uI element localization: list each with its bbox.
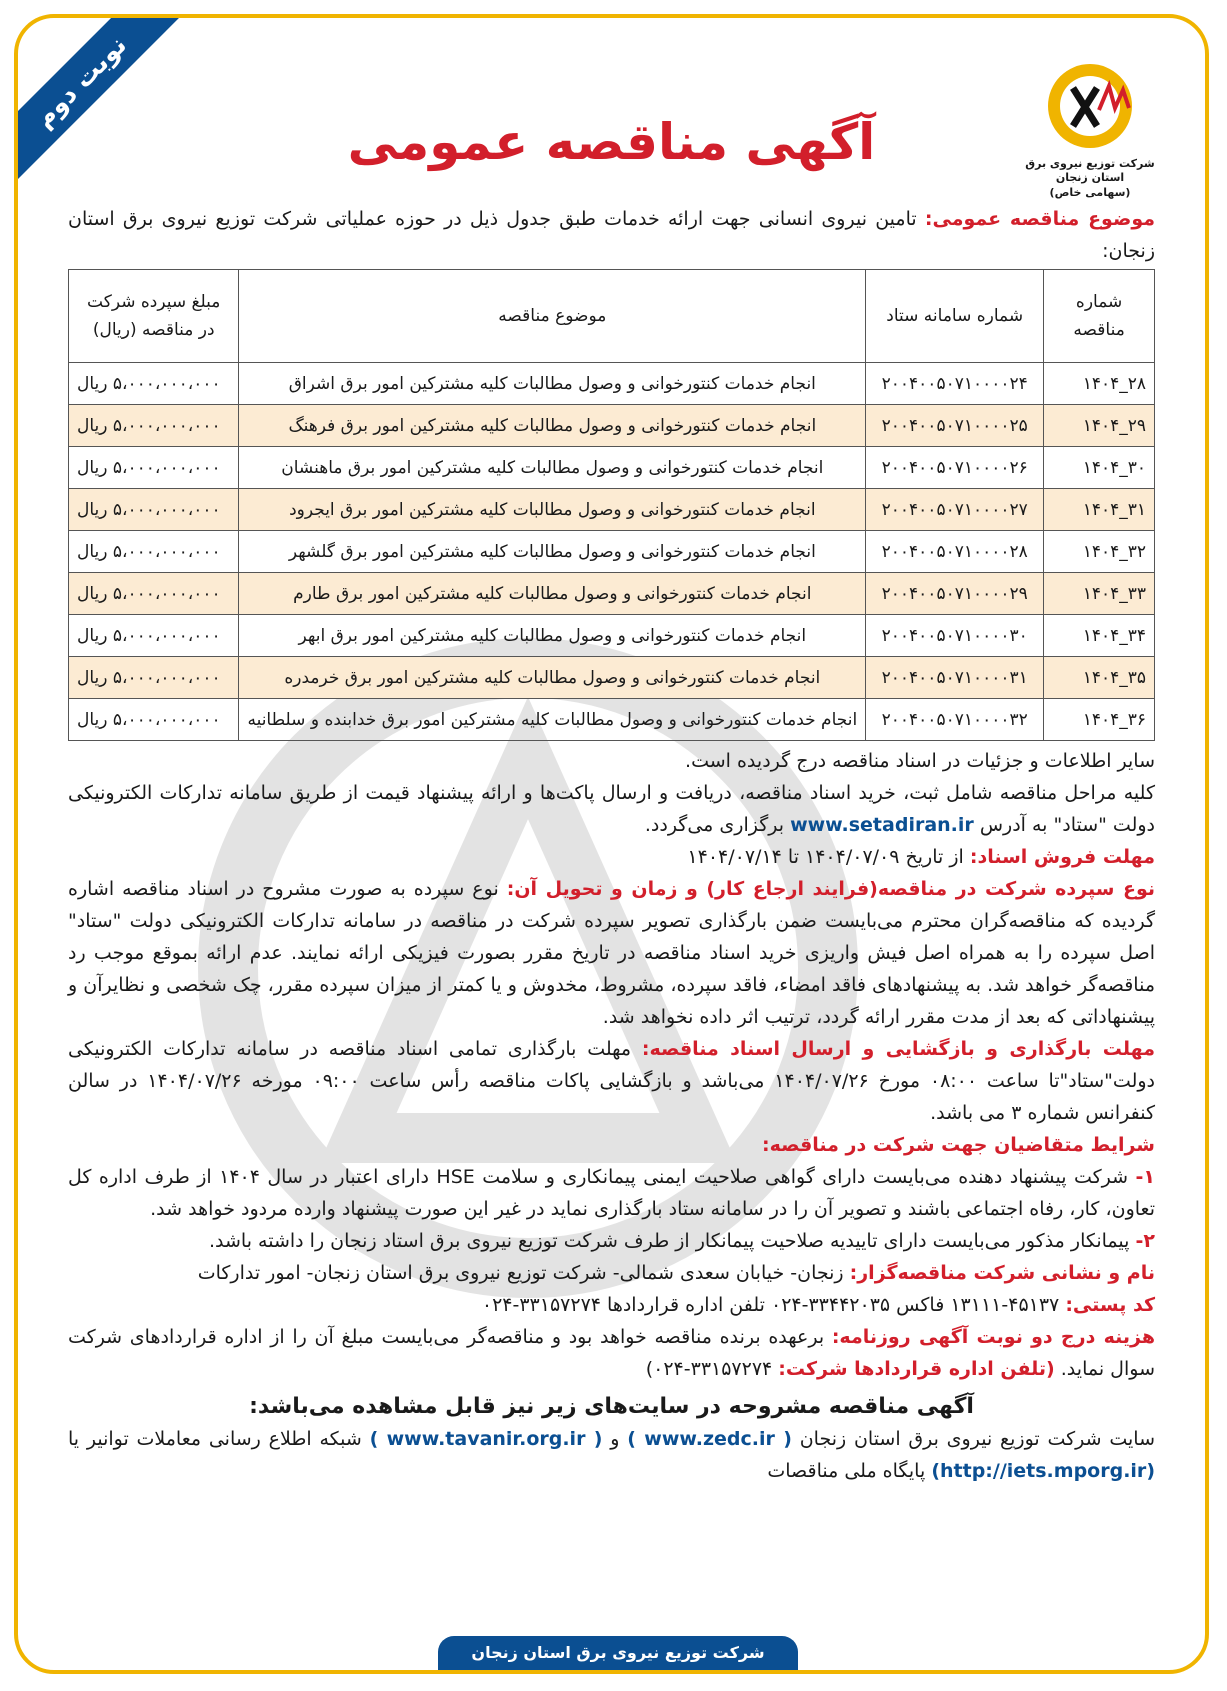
cell-code: ۲۰۰۴۰۰۵۰۷۱۰۰۰۰۲۸: [866, 531, 1044, 573]
iets-link[interactable]: (http://iets.mporg.ir): [931, 1460, 1155, 1482]
sites-text-1: سایت شرکت توزیع نیروی برق استان زنجان: [799, 1428, 1155, 1450]
notice-body: [68, 203, 1155, 1487]
sale-deadline: [68, 841, 1155, 873]
cell-amount: ۵،۰۰۰،۰۰۰،۰۰۰ ریال: [69, 657, 239, 699]
notice-frame: [14, 14, 1209, 1674]
cell-number: ۳۶_۱۴۰۴: [1044, 699, 1155, 741]
table-row: [69, 699, 1155, 741]
logo-company-name: شرکت توزیع نیروی برق استان زنجان: [1025, 157, 1155, 185]
header-subject: موضوع مناقصه: [239, 270, 866, 363]
cell-subject: انجام خدمات کنتورخوانی و وصول مطالبات کلیه مشترکین امور برق ابهر: [239, 615, 866, 657]
table-header-row: [69, 270, 1155, 363]
setadiran-link[interactable]: www.setadiran.ir: [790, 814, 974, 836]
subject-text: تامین نیروی انسانی جهت ارائه خدمات طبق جدول ذیل در حوزه عملیاتی شرکت توزیع نیروی برق استان زنجان:: [68, 208, 1155, 262]
cell-amount: ۵،۰۰۰،۰۰۰،۰۰۰ ریال: [69, 405, 239, 447]
cell-number: ۳۴_۱۴۰۴: [1044, 615, 1155, 657]
cell-amount: ۵،۰۰۰،۰۰۰،۰۰۰ ریال: [69, 531, 239, 573]
cell-subject: انجام خدمات کنتورخوانی و وصول مطالبات کلیه مشترکین امور برق گلشهر: [239, 531, 866, 573]
cost-paragraph: [68, 1321, 1155, 1385]
cell-subject: انجام خدمات کنتورخوانی و وصول مطالبات کلیه مشترکین امور برق ایجرود: [239, 489, 866, 531]
cell-code: ۲۰۰۴۰۰۵۰۷۱۰۰۰۰۲۴: [866, 363, 1044, 405]
header-code: شماره سامانه ستاد: [866, 270, 1044, 363]
logo-company-type: (سهامی خاص): [1049, 185, 1131, 199]
table-row: [69, 573, 1155, 615]
table-row: [69, 405, 1155, 447]
tender-table: [68, 269, 1155, 741]
subject-line: [68, 203, 1155, 267]
round-badge: نوبت دوم: [14, 14, 179, 180]
condition-text: شرکت پیشنهاد دهنده می‌بایست دارای گواهی صلاحیت ایمنی پیمانکاری و سلامت HSE دارای اعتبار در سال ۱۴۰۴ از طرف اداره کل تعاون، کار، رفاه اجتماعی باشند و تصویر آن را در سامانه ستاد بارگذاری نماید در غیر این صورت پیشنهاد وارده مردود خواهد شد.: [68, 1166, 1155, 1220]
sites-paragraph: [68, 1423, 1155, 1487]
sites-text-2: و: [610, 1428, 620, 1450]
cell-amount: ۵،۰۰۰،۰۰۰،۰۰۰ ریال: [69, 699, 239, 741]
header-number: شماره مناقصه: [1044, 270, 1155, 363]
cell-number: ۳۱_۱۴۰۴: [1044, 489, 1155, 531]
cell-subject: انجام خدمات کنتورخوانی و وصول مطالبات کلیه مشترکین امور برق اشراق: [239, 363, 866, 405]
cell-amount: ۵،۰۰۰،۰۰۰،۰۰۰ ریال: [69, 615, 239, 657]
cost-text: برعهده برنده مناقصه خواهد بود و مناقصه‌گر می‌بایست مبلغ آن را از اداره قراردادهای شرکت سوال نماید.: [68, 1326, 1155, 1380]
cell-subject: انجام خدمات کنتورخوانی و وصول مطالبات کلیه مشترکین امور برق خرمدره: [239, 657, 866, 699]
header-amount: مبلغ سپرده شرکت در مناقصه (ریال): [69, 270, 239, 363]
condition-number: ۲-: [1135, 1230, 1155, 1252]
deposit-label: نوع سپرده شرکت در مناقصه(فرایند ارجاع کار) و زمان و تحویل آن:: [506, 878, 1155, 900]
cell-amount: ۵،۰۰۰،۰۰۰،۰۰۰ ریال: [69, 447, 239, 489]
cell-amount: ۵،۰۰۰،۰۰۰،۰۰۰ ریال: [69, 363, 239, 405]
footer: [18, 1622, 1205, 1670]
condition-item: [68, 1161, 1155, 1225]
cell-code: ۲۰۰۴۰۰۵۰۷۱۰۰۰۰۳۰: [866, 615, 1044, 657]
condition-item: [68, 1225, 1155, 1257]
stages-text-end: برگزاری می‌گردد.: [644, 814, 785, 836]
cell-code: ۲۰۰۴۰۰۵۰۷۱۰۰۰۰۳۱: [866, 657, 1044, 699]
postal-text: ۴۵۱۳۷-۱۳۱۱۱ فاکس ۳۳۴۴۲۰۳۵-۰۲۴ تلفن اداره قراردادها ۳۳۱۵۷۲۷۴-۰۲۴: [481, 1294, 1060, 1316]
cost-label: هزینه درج دو نوبت آگهی روزنامه:: [831, 1326, 1155, 1348]
address-text: زنجان- خیابان سعدی شمالی- شرکت توزیع نیروی برق استان زنجان- امور تدارکات: [197, 1262, 844, 1284]
tavanir-link[interactable]: ( www.tavanir.org.ir ): [369, 1428, 603, 1450]
contracts-phone: ۳۳۱۵۷۲۷۴-۰۲۴): [645, 1358, 773, 1380]
cell-subject: انجام خدمات کنتورخوانی و وصول مطالبات کلیه مشترکین امور برق طارم: [239, 573, 866, 615]
sites-heading: آگهی مناقصه مشروحه در سایت‌های زیر نیز قابل مشاهده می‌باشد:: [249, 1394, 974, 1419]
deposit-paragraph: [68, 873, 1155, 1033]
table-row: [69, 447, 1155, 489]
table-row: [69, 615, 1155, 657]
sale-deadline-label: مهلت فروش اسناد:: [969, 846, 1155, 868]
sale-deadline-text: از تاریخ ۱۴۰۴/۰۷/۰۹ تا ۱۴۰۴/۰۷/۱۴: [687, 846, 964, 868]
condition-text: پیمانکار مذکور می‌بایست دارای تاییدیه صلاحیت پیمانکار از طرف شرکت توزیع نیروی برق استاد زنجان را داشته باشد.: [209, 1230, 1130, 1252]
page-title: آگهی مناقصه عمومی: [347, 113, 876, 171]
sites-text-4: پایگاه ملی مناقصات: [767, 1460, 926, 1482]
address-label: نام و نشانی شرکت مناقصه‌گزار:: [849, 1262, 1155, 1284]
table-row: [69, 363, 1155, 405]
address-line: [68, 1257, 1155, 1289]
cell-number: ۳۲_۱۴۰۴: [1044, 531, 1155, 573]
cell-number: ۲۸_۱۴۰۴: [1044, 363, 1155, 405]
cell-code: ۲۰۰۴۰۰۵۰۷۱۰۰۰۰۲۷: [866, 489, 1044, 531]
deposit-text: نوع سپرده به صورت مشروح در اسناد مناقصه اشاره گردیده که مناقصه‌گران محترم می‌بایست ضمن بارگذاری تصویر سپرده شرکت در مناقصه در سامانه تدارکات الکترونیکی دولت "ستاد" اصل سپرده را به همراه اصل فیش واریزی خرید اسناد مناقصه در تاریخ مقرر بصورت فیزیکی ارائه نمایند. عدم ارائه بموقع موجب رد مناقصه‌گر خواهد شد. به پیشنهادهای فاقد امضاء، فاقد سپرده، مشروط، مخدوش و یا کمتر از میزان سپرده مقرر، چک شخصی و نظایرآن و پیشنهاداتی که بعد از مدت مقرر ارائه گردد، ترتیب اثر داده نخواهد شد.: [68, 878, 1155, 1028]
cell-number: ۳۰_۱۴۰۴: [1044, 447, 1155, 489]
subject-label: موضوع مناقصه عمومی:: [924, 208, 1155, 230]
postal-line: [68, 1289, 1155, 1321]
condition-number: ۱-: [1135, 1166, 1155, 1188]
upload-text: مهلت بارگذاری تمامی اسناد مناقصه در سامانه تدارکات الکترونیکی دولت"ستاد"تا ساعت ۰۸:۰۰ مورخ ۱۴۰۴/۰۷/۲۶ می‌باشد و بازگشایی پاکات مناقصه رأس ساعت ۰۹:۰۰ مورخه ۱۴۰۴/۰۷/۲۶ در سالن کنفرانس شماره ۳ می باشد.: [68, 1038, 1156, 1124]
cell-code: ۲۰۰۴۰۰۵۰۷۱۰۰۰۰۲۵: [866, 405, 1044, 447]
cell-amount: ۵،۰۰۰،۰۰۰،۰۰۰ ریال: [69, 489, 239, 531]
cell-subject: انجام خدمات کنتورخوانی و وصول مطالبات کلیه مشترکین امور برق خدابنده و سلطانیه: [239, 699, 866, 741]
table-row: [69, 657, 1155, 699]
cell-code: ۲۰۰۴۰۰۵۰۷۱۰۰۰۰۳۲: [866, 699, 1044, 741]
table-row: [69, 489, 1155, 531]
table-row: [69, 531, 1155, 573]
conditions-title: شرایط متقاضیان جهت شرکت در مناقصه:: [761, 1134, 1155, 1156]
other-info: سایر اطلاعات و جزئیات در اسناد مناقصه درج گردیده است.: [685, 750, 1155, 772]
sites-text-3: شبکه اطلاع رسانی معاملات توانیر یا: [68, 1428, 362, 1450]
cell-code: ۲۰۰۴۰۰۵۰۷۱۰۰۰۰۲۹: [866, 573, 1044, 615]
cell-amount: ۵،۰۰۰،۰۰۰،۰۰۰ ریال: [69, 573, 239, 615]
cell-subject: انجام خدمات کنتورخوانی و وصول مطالبات کلیه مشترکین امور برق ماهنشان: [239, 447, 866, 489]
cell-number: ۳۳_۱۴۰۴: [1044, 573, 1155, 615]
cell-code: ۲۰۰۴۰۰۵۰۷۱۰۰۰۰۲۶: [866, 447, 1044, 489]
cell-subject: انجام خدمات کنتورخوانی و وصول مطالبات کلیه مشترکین امور برق فرهنگ: [239, 405, 866, 447]
zedc-link[interactable]: ( www.zedc.ir ): [627, 1428, 792, 1450]
stages-paragraph: [68, 777, 1155, 841]
upload-label: مهلت بارگذاری و بازگشایی و ارسال اسناد مناقصه:: [641, 1038, 1155, 1060]
cell-number: ۳۵_۱۴۰۴: [1044, 657, 1155, 699]
stages-text: کلیه مراحل مناقصه شامل ثبت، خرید اسناد مناقصه، دریافت و ارسال پاکت‌ها و ارائه پیشنهاد قیمت از طریق سامانه تدارکات الکترونیکی دولت "ستاد" به آدرس: [68, 782, 1155, 836]
postal-label: کد پستی:: [1065, 1294, 1155, 1316]
cell-number: ۲۹_۱۴۰۴: [1044, 405, 1155, 447]
upload-paragraph: [68, 1033, 1155, 1129]
contracts-phone-label: (تلفن اداره قراردادها شرکت:: [778, 1358, 1055, 1380]
footer-company: شرکت توزیع نیروی برق استان زنجان: [438, 1636, 798, 1670]
